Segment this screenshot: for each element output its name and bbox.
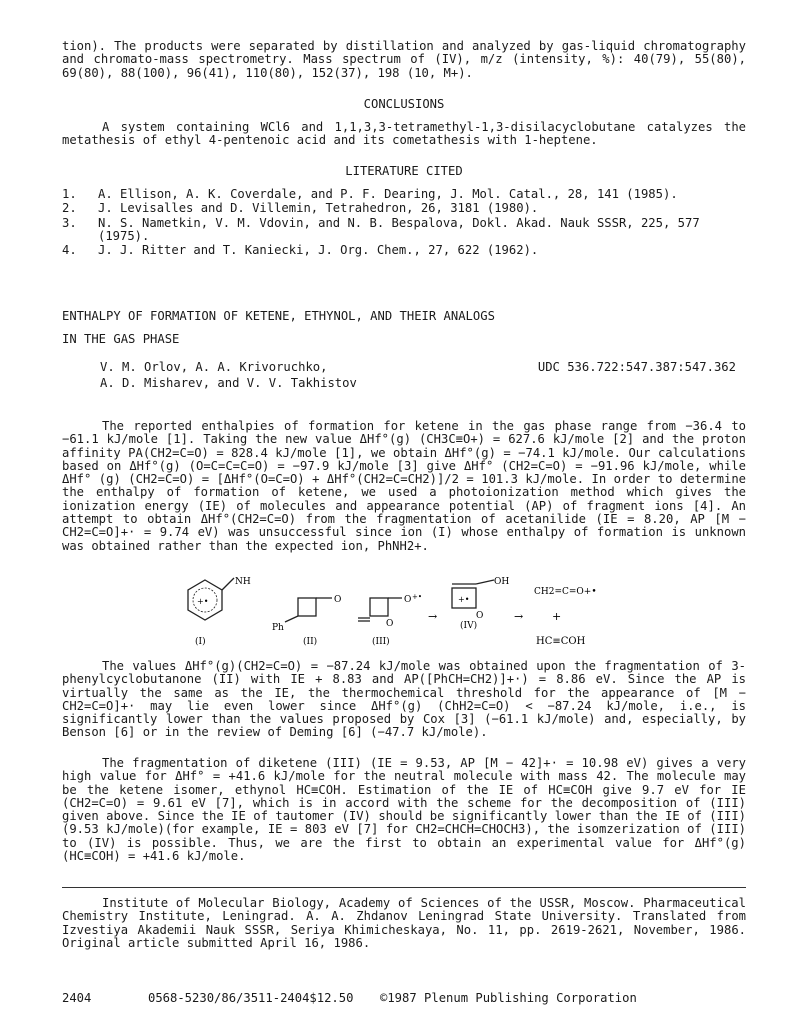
paragraph-1-block xyxy=(62,420,746,553)
reference-text: J. J. Ritter and T. Kaniecki, J. Org. Chem., 27, 622 (1962). xyxy=(98,243,539,258)
structure-IV xyxy=(452,577,509,631)
article-authors xyxy=(100,361,740,391)
conclusions-text: A system containing WCl6 and 1,1,3,3-tetramethyl-1,3-disilacyclobutane catalyzes the metathesis of ethyl 4-pentenoic acid and its cometathesis with 1-heptene. xyxy=(62,120,746,148)
conclusions-block xyxy=(62,121,746,148)
iv-radical-label: +• xyxy=(458,595,470,604)
reference-number: 1. xyxy=(62,187,77,201)
ethynol-label: HC≡COH xyxy=(536,636,586,647)
affiliation-text: Institute of Molecular Biology, Academy of Sciences of the USSR, Moscow. Pharmaceutical Chemistry Institute, Leningrad. A. A. Zhdanov Leningrad State University. Translated from Izvestiya Akademii Nauk SSSR, Seriya Khimicheskaya, No. 11, pp. 2619-2621, November, 1986. Original article submitted April 16, 1986. xyxy=(62,896,746,950)
page-number: 2404 xyxy=(62,991,92,1005)
structure-II xyxy=(272,595,341,647)
references-block xyxy=(62,188,746,258)
literature-heading: LITERATURE CITED xyxy=(345,164,463,178)
reference-number: 2. xyxy=(62,201,77,216)
structure-I xyxy=(188,577,251,647)
ketene-ion-label: CH2=C=O+• xyxy=(534,587,597,597)
nh-label: NH xyxy=(235,577,251,587)
ii-o-label: O xyxy=(334,595,342,605)
structure-III xyxy=(358,593,422,647)
reference-number: 4. xyxy=(62,243,77,258)
copyright-notice: ©1987 Plenum Publishing Corporation xyxy=(380,991,637,1005)
reference-text: N. S. Nametkin, V. M. Vdovin, and N. B. Bespalova, Dokl. Akad. Nauk SSSR, 225, 577 (1975). xyxy=(98,215,700,243)
reference-text: A. Ellison, A. K. Coverdale, and P. F. Dearing, J. Mol. Catal., 28, 141 (1985). xyxy=(98,187,678,201)
iii-ring-o-label: O xyxy=(386,619,394,629)
authors-line-1: V. M. Orlov, A. A. Krivoruchko, xyxy=(100,360,328,374)
iv-o-label: O xyxy=(476,611,484,621)
chemical-structures-figure xyxy=(150,574,670,652)
ph-label: Ph xyxy=(272,623,284,633)
reference-item xyxy=(62,188,746,201)
reaction-arrow-1: → xyxy=(428,610,438,623)
label-I: (I) xyxy=(195,637,206,647)
article-title-line-1: ENTHALPY OF FORMATION OF KETENE, ETHYNOL, AND THEIR ANALOGS xyxy=(62,309,495,323)
products xyxy=(534,587,597,647)
reference-list xyxy=(62,188,746,257)
paragraph-3: The fragmentation of diketene (III) (IE = 9.53, AP [M − 42]+· = 10.98 eV) gives a very high value for ΔHf° = +41.6 kJ/mole for the neutral molecule with mass 42. The molecule may be the ketene isomer, ethynol HC≡COH. Estimation of the IE of HC≡COH give 9.7 eV for IE (CH2=C=O) = 9.61 eV [7], which is in accord with the scheme for the decomposition of (III) given above. Since the IE of tautomer (IV) should be significantly lower than the IE of (III) (9.53 kJ/mole)(for example, IE = 803 eV [7] for CH2=CHCH=CHOCH3), the isomzerization of (III) to (IV) is possible. Thus, we are the first to obtain an experimental value for ΔHf°(g) (HC≡COH) = +41.6 kJ/mole. xyxy=(62,756,746,864)
cyclobutane-ring-icon xyxy=(298,598,316,616)
footnote-divider xyxy=(62,887,746,888)
paragraph-3-block xyxy=(62,757,746,863)
reaction-arrow-2: → xyxy=(514,610,524,623)
radical-cation-label: +• xyxy=(197,597,209,606)
paragraph-2-block xyxy=(62,660,746,740)
iii-radical-label: +• xyxy=(412,593,422,601)
article-code: 0568-5230/86/3511-2404$12.50 xyxy=(148,991,354,1005)
oh-label: OH xyxy=(494,577,510,587)
paragraph-1: The reported enthalpies of formation for ketene in the gas phase range from −36.4 to −61.1 kJ/mole [1]. Taking the new value ΔHf°(g) (CH3C≡O+) = 627.6 kJ/mole [2] and the proton affinity PA(CH2=C=O) = 828.4 kJ/mole [1], we obtain ΔHf°(g) = −74.1 kJ/mole. Our calculations based on ΔHf°(g) (O=C=C=C=O) = −97.9 kJ/mole [3] give ΔHf° (CH2=C=O) = −91.96 kJ/mole, while ΔHf° (g) (CH2=C=O) = [ΔHf°(O=C=O) + ΔHf°(CH2=C=CH2)]/2 = 101.3 kJ/mole. In order to determine the enthalpy of formation of ketene, we used a photoionization method which gives the ionization energy (IE) of molecules and appearance potential (AP) of fragment ions [4]. An attempt to obtain ΔHf°(CH2=C=O) from the fragmentation of acetanilide (IE = 8.20, AP [M − CH2=C=O]+· = 9.74 eV) was unsuccessful since ion (I) whose enthalpy of formation is unknown was obtained rather than the expected ion, PhNH2+. xyxy=(62,419,746,553)
reference-item xyxy=(62,202,746,215)
label-II: (II) xyxy=(303,637,318,647)
reference-text: J. Levisalles and D. Villemin, Tetrahedron, 26, 3181 (1980). xyxy=(98,201,539,216)
label-IV: (IV) xyxy=(460,621,478,631)
affiliation-block xyxy=(62,897,746,950)
diketene-ring-icon xyxy=(370,598,388,616)
iii-o-label: O xyxy=(404,595,412,605)
conclusions-heading: CONCLUSIONS xyxy=(363,97,445,111)
top-paragraph-block xyxy=(62,40,746,80)
plus-sign: + xyxy=(552,610,562,623)
article-title xyxy=(62,310,746,347)
label-III: (III) xyxy=(372,637,390,647)
top-paragraph: tion). The products were separated by distillation and analyzed by gas-liquid chromatography and chromato-mass spectrometry. Mass spectrum of (IV), m/z (intensity, %): 40(79), 55(80), 69(80), 88(100), 96(41), 110(80), 152(37), 198 (10, M+). xyxy=(62,39,746,80)
article-title-line-2: IN THE GAS PHASE xyxy=(62,332,180,347)
reference-number: 3. xyxy=(62,215,77,230)
authors-line-2: A. D. Misharev, and V. V. Takhistov xyxy=(100,376,357,391)
udc-code: UDC 536.722:547.387:547.362 xyxy=(537,360,736,374)
reference-item xyxy=(62,217,746,244)
paragraph-2: The values ΔHf°(g)(CH2=C=O) = −87.24 kJ/mole was obtained upon the fragmentation of 3-phenylcyclobutanone (II) with IE + 8.83 and AP([PhCH=CH2)]+·) = 8.86 eV. Since the AP is virtually the same as the IE, the thermochemical threshold for the appearance of [M − CH2=C=O]+· may lie even lower since ΔHf°(g) (ChH2=C=O) < −87.24 kJ/mole, i.e., is significantly lower than the values proposed by Cox [3] (−61.1 kJ/mole) and, especially, by Benson [6] or in the review of Deming [6] (−47.7 kJ/mole). xyxy=(62,659,746,740)
reference-item xyxy=(62,244,746,257)
